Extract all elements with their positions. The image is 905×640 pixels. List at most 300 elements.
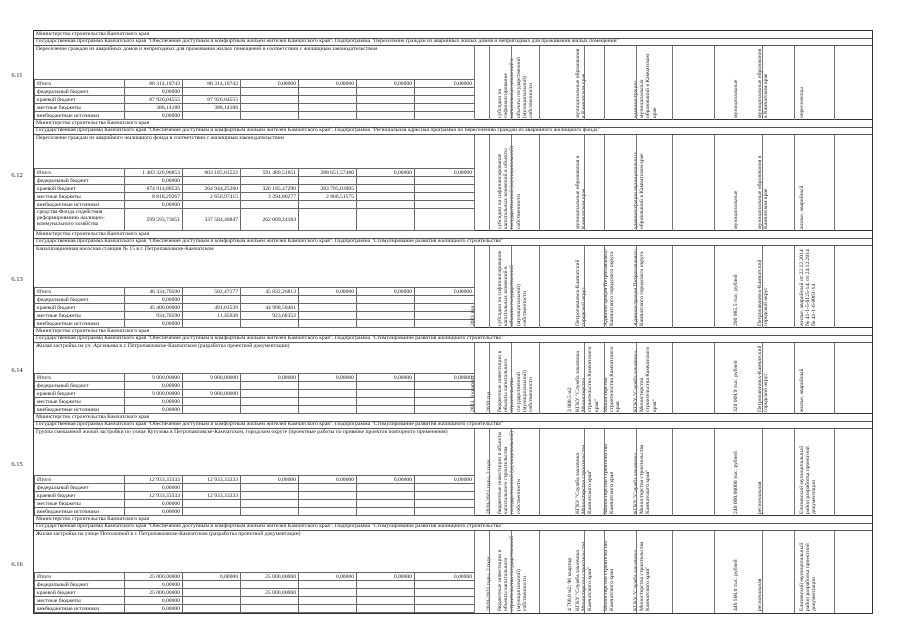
financing-row: [35, 169, 475, 177]
program-line: Государственная программа Камчатского края "Обеспечение доступным и комфортным жильем жителей Камчатского края". Подпрограмма "Стимулирование развития жилищного строительства": [34, 335, 872, 343]
amount-cell: 0,00000: [241, 80, 299, 88]
column-divider: [489, 246, 490, 328]
amount-cell: [415, 390, 475, 398]
amount-cell: [415, 597, 475, 605]
financing-row: [35, 112, 475, 120]
amount-cell: 0,00000: [125, 581, 183, 589]
amount-cell: [357, 484, 415, 492]
amount-cell: [357, 177, 415, 185]
financing-table: [34, 572, 475, 613]
source-label: краевой бюджет: [35, 96, 125, 104]
amount-cell: [299, 296, 357, 304]
amount-cell: [357, 605, 415, 613]
rotated-text: 2020 год: [486, 391, 492, 412]
financing-row: [35, 104, 475, 112]
amount-cell: 0,00000: [125, 382, 183, 390]
column-divider: [474, 343, 475, 414]
source-label: внебюджетные источники: [35, 201, 125, 209]
amount-cell: [299, 500, 357, 508]
amount-cell: [299, 304, 357, 312]
amount-cell: [357, 500, 415, 508]
amount-cell: [183, 508, 241, 516]
project-title: Канализационная насосная станция № 15 в г. Петропавловске-Камчатском: [36, 246, 214, 252]
rotated-text: Петропавловск-Камчатский городской округ: [757, 345, 770, 412]
amount-cell: [415, 605, 475, 613]
rotated-text: жилье, аварийный от 22.12.2014 № 41-1-5-0125-14; от 24.12.2014 № 41-1-6-0061-14: [799, 249, 818, 326]
amount-cell: [183, 484, 241, 492]
amount-cell: [415, 312, 475, 320]
financing-table: [34, 373, 475, 414]
rotated-text: 2020-2021 годы, 2 года: [486, 459, 492, 514]
amount-cell: [415, 484, 475, 492]
column-divider: [636, 135, 637, 231]
amount-cell: [357, 96, 415, 104]
amount-cell: [299, 112, 357, 120]
amount-cell: [415, 201, 475, 209]
amount-cell: [183, 605, 241, 613]
amount-cell: 0,00000: [299, 573, 357, 581]
column-divider: [539, 531, 540, 613]
program-line: Государственная программа Камчатского края "Обеспечение доступным и комфортным жильем жителей Камчатского края". Подпрограмма "Стимулирование развития жилищного строительства": [34, 421, 872, 429]
financing-row: [35, 500, 475, 508]
amount-cell: [357, 398, 415, 406]
column-divider: [714, 429, 715, 516]
column-divider: [672, 429, 673, 516]
rotated-text: субсидии на софинансирование капитальных вложений в объекты государственной (муниципальной) собственности: [497, 57, 535, 118]
amount-cell: [299, 104, 357, 112]
amount-cell: [357, 193, 415, 201]
amount-cell: [241, 201, 299, 209]
amount-cell: 44 908,58461: [241, 304, 299, 312]
rotated-text: Министерство строительства Камчатского края: [603, 444, 616, 514]
source-label: федеральный бюджет: [35, 88, 125, 96]
rotated-text: бюджетные инвестиции в объекты капитального строительства государственной (муниципальной) собственности: [497, 535, 528, 611]
column-divider: [474, 135, 475, 231]
column-divider: [636, 531, 637, 613]
column-divider: [604, 135, 605, 231]
column-divider: [584, 531, 585, 613]
rotated-text: 320 009,9 тыс. рублей: [733, 360, 739, 412]
column-divider: [584, 343, 585, 414]
financing-row: [35, 320, 475, 328]
amount-cell: [357, 104, 415, 112]
amount-cell: 491,01539: [183, 304, 241, 312]
amount-cell: [357, 312, 415, 320]
amount-cell: [183, 320, 241, 328]
program-line: Государственная программа Камчатского края "Обеспечение доступным и комфортным жильем жителей Камчатского края". Подпрограмма "Региональная адресная программа по переселению граждан из аварийного жилищного фонда": [34, 127, 872, 135]
amount-cell: 46 334,70590: [125, 288, 183, 296]
amount-cell: 874 914,88535: [125, 185, 183, 193]
amount-cell: 0,00000: [125, 398, 183, 406]
project-block: [11, 231, 872, 328]
amount-cell: 0,00000: [415, 573, 475, 581]
amount-cell: [415, 581, 475, 589]
rotated-text: Петропавловск-Камчатский городской округ: [757, 259, 770, 326]
amount-cell: 0,00000: [125, 112, 183, 120]
amount-cell: [299, 209, 357, 231]
source-label: местные бюджеты: [35, 193, 125, 201]
ministry-line: Министерство строительства Камчатского края: [34, 414, 872, 422]
source-label: краевой бюджет: [35, 589, 125, 597]
program-line: Государственная программа Камчатского края "Обеспечение доступным и комфортным жильем жителей Камчатского края". Подпрограмма "Стимулирование развития жилищного строительства": [34, 523, 872, 531]
amount-cell: 0,00000: [357, 288, 415, 296]
amount-cell: [357, 296, 415, 304]
project-title: Переселение граждан из аварийных домов и непригодных для проживания жилых помещений в соответствии с жилищным законодательством: [36, 46, 378, 52]
amount-cell: 25 000,00000: [241, 589, 299, 597]
financing-row: [35, 177, 475, 185]
rotated-text: 2020-2021 годы, 2 года: [486, 556, 492, 611]
rotated-text: 2023, 3 квартал: [470, 375, 476, 412]
source-label: краевой бюджет: [35, 492, 125, 500]
amount-cell: [183, 177, 241, 185]
column-divider: [762, 531, 763, 613]
column-divider: [762, 246, 763, 328]
amount-cell: 0,00000: [125, 201, 183, 209]
amount-cell: 934,70590: [125, 312, 183, 320]
amount-cell: [299, 390, 357, 398]
column-divider: [794, 343, 795, 414]
amount-cell: [357, 492, 415, 500]
amount-cell: [415, 589, 475, 597]
column-divider: [714, 246, 715, 328]
rotated-text: жилье, аварийный: [799, 368, 805, 412]
amount-cell: [299, 312, 357, 320]
financing-row: [35, 605, 475, 613]
amount-cell: 0,00000: [299, 288, 357, 296]
amount-cell: 599 593,73051: [125, 209, 183, 231]
amount-cell: [357, 185, 415, 193]
amount-cell: [183, 88, 241, 96]
amount-cell: [299, 581, 357, 589]
source-label: федеральный бюджет: [35, 296, 125, 304]
amount-cell: [357, 304, 415, 312]
financing-row: [35, 304, 475, 312]
financing-row: [35, 209, 475, 231]
rotated-text: жилье, аварийный: [799, 185, 805, 229]
source-label: краевой бюджет: [35, 390, 125, 398]
column-divider: [539, 429, 540, 516]
amount-cell: 0,00000: [357, 169, 415, 177]
amount-cell: [415, 508, 475, 516]
financing-row: [35, 508, 475, 516]
amount-cell: 25 000,00000: [125, 589, 183, 597]
amount-cell: 9 000,00000: [125, 390, 183, 398]
amount-cell: [241, 320, 299, 328]
financing-row: [35, 312, 475, 320]
amount-cell: [299, 96, 357, 104]
rotated-text: 4 760,8 м2; 96 квартир: [567, 557, 573, 611]
column-divider: [604, 246, 605, 328]
amount-cell: [415, 104, 475, 112]
project-title: Группа смешанной жилой застройки по улице Кутузова в Петропавловске-Камчатском, городском округе (проектные работы по привязке проектов повторного применения): [36, 429, 448, 435]
column-divider: [489, 531, 490, 613]
rotated-text: переселенцы: [799, 87, 805, 118]
amount-cell: 25 000,00000: [125, 573, 183, 581]
row-number: 6.13: [11, 275, 23, 283]
amount-cell: [241, 296, 299, 304]
amount-cell: [357, 201, 415, 209]
column-divider: [672, 46, 673, 120]
financing-row: [35, 573, 475, 581]
amount-cell: 0,00000: [357, 476, 415, 484]
row-number: 6.14: [11, 367, 23, 374]
amount-cell: [299, 177, 357, 185]
rotated-text: муниципальные: [733, 190, 739, 229]
rotated-text: КГКУ "Служба заказчика Министерства строительства Камчатского края": [633, 541, 652, 611]
amount-cell: 2 866,51575: [299, 193, 357, 201]
column-divider: [474, 246, 475, 328]
source-label: средства Фонда содействия реформированию жилищно-коммунального хозяйства: [35, 209, 125, 231]
amount-cell: [299, 406, 357, 414]
row-number: 6.15: [11, 461, 23, 468]
financing-row: [35, 288, 475, 296]
financing-row: [35, 581, 475, 589]
rotated-text: региональная: [757, 578, 763, 611]
rotated-text: 200 985,5 тыс. рублей: [733, 274, 739, 326]
amount-cell: [183, 382, 241, 390]
amount-cell: [241, 398, 299, 406]
amount-cell: [183, 201, 241, 209]
column-divider: [834, 46, 835, 120]
amount-cell: 0,00000: [125, 177, 183, 185]
amount-cell: 264 944,25260: [183, 185, 241, 193]
rotated-text: муниципальные образования в Камчатском крае: [575, 48, 588, 118]
column-divider: [762, 429, 763, 516]
amount-cell: 0,00000: [241, 476, 299, 484]
ministry-line: Министерство строительства Камчатского края: [34, 31, 872, 39]
column-divider: [584, 429, 585, 516]
column-divider: [511, 343, 512, 414]
amount-cell: 0,00000: [125, 508, 183, 516]
amount-cell: 9 000,00000: [183, 374, 241, 382]
column-divider: [794, 531, 795, 613]
financing-row: [35, 597, 475, 605]
amount-cell: [415, 304, 475, 312]
financing-row: [35, 406, 475, 414]
project-block: [11, 120, 872, 231]
rotated-text: КГКУ "Служба заказчика Министерства строительства Камчатского края": [575, 346, 600, 412]
financing-row: [35, 589, 475, 597]
amount-cell: [241, 96, 299, 104]
rotated-text: субсидии на софинансирование капитальных вложений в объекты государственной (муниципальной) собственности: [497, 146, 522, 229]
column-divider: [539, 343, 540, 414]
project-title: Жилая застройка на улице Потолочной в г. Петропавловске-Камчатском (разработка проектной документации): [36, 531, 301, 537]
source-label: Итого: [35, 374, 125, 382]
column-divider: [794, 246, 795, 328]
amount-cell: [299, 398, 357, 406]
rotated-text: Администрация Петропавловск-Камчатского городского округа: [633, 248, 646, 326]
amount-cell: [241, 104, 299, 112]
column-divider: [489, 46, 490, 120]
amount-cell: 0,00000: [183, 573, 241, 581]
financing-row: [35, 374, 475, 382]
column-divider: [672, 246, 673, 328]
rotated-text: Министерство строительства Камчатского края: [603, 346, 622, 412]
rotated-text: КГКУ "Служба заказчика Министерства строительства Камчатского края": [633, 346, 658, 412]
amount-cell: 12 933,33333: [125, 476, 183, 484]
financing-row: [35, 88, 475, 96]
rotated-text: муниципальные образования в Камчатском крае: [757, 48, 770, 118]
rotated-text: муниципальные образования в Камчатском крае: [757, 155, 770, 229]
source-label: внебюджетные источники: [35, 406, 125, 414]
program-line: Государственная программа Камчатского края "Обеспечение доступным и комфортным жильем жителей Камчатского края". Подпрограмма "Переселение граждан из аварийных жилых домов и непригодных для проживания жилых помещений": [34, 38, 872, 46]
rotated-text: 240 000,00000 тыс. рублей: [733, 451, 739, 514]
amount-cell: [357, 88, 415, 96]
rotated-text: Администрация Петропавловск-Камчатского городского округа: [603, 248, 616, 326]
source-label: краевой бюджет: [35, 185, 125, 193]
amount-cell: [415, 398, 475, 406]
amount-cell: 25 000,00000: [241, 573, 299, 581]
project-block: [11, 414, 872, 516]
amount-cell: [241, 508, 299, 516]
column-divider: [511, 246, 512, 328]
rotated-text: бюджетные инвестиции в объекты капитального строительства государственной (муниципальной) собственности: [497, 431, 522, 514]
amount-cell: [415, 406, 475, 414]
amount-cell: 12 933,33333: [183, 492, 241, 500]
amount-cell: [415, 500, 475, 508]
source-label: Итого: [35, 80, 125, 88]
amount-cell: 502,47177: [183, 288, 241, 296]
rotated-text: Министерство строительства Камчатского края: [603, 541, 616, 611]
amount-cell: 45 400,00000: [125, 304, 183, 312]
amount-cell: [299, 201, 357, 209]
amount-cell: [415, 185, 475, 193]
amount-cell: 3 294,80277: [241, 193, 299, 201]
amount-cell: [299, 508, 357, 516]
amount-cell: 0,00000: [415, 288, 475, 296]
amount-cell: 0,00000: [299, 80, 357, 88]
amount-cell: [241, 406, 299, 414]
amount-cell: 0,00000: [125, 605, 183, 613]
amount-cell: 45 832,26813: [241, 288, 299, 296]
amount-cell: [357, 390, 415, 398]
financing-row: [35, 80, 475, 88]
column-divider: [762, 343, 763, 414]
amount-cell: [415, 209, 475, 231]
column-divider: [539, 135, 540, 231]
column-divider: [511, 46, 512, 120]
source-label: внебюджетные источники: [35, 605, 125, 613]
rotated-text: субсидии на софинансирование капитальных вложений в объекты государственной (муниципальной) собственности: [497, 250, 528, 326]
amount-cell: 88 314,18743: [183, 80, 241, 88]
project-block: [11, 328, 872, 414]
rotated-text: 2021 год: [470, 305, 476, 326]
source-label: Итого: [35, 288, 125, 296]
amount-cell: 87 926,04555: [125, 96, 183, 104]
source-label: федеральный бюджет: [35, 382, 125, 390]
amount-cell: [357, 597, 415, 605]
rotated-text: КГКУ "Служба заказчика Министерства строительства Камчатского края": [633, 444, 652, 514]
amount-cell: [299, 320, 357, 328]
amount-cell: 0,00000: [125, 500, 183, 508]
financing-row: [35, 398, 475, 406]
column-divider: [762, 135, 763, 231]
source-label: местные бюджеты: [35, 597, 125, 605]
rotated-text: Елизовский муниципальный район разработка проектной документации: [799, 445, 818, 514]
column-divider: [714, 531, 715, 613]
column-divider: [539, 46, 540, 120]
amount-cell: 2 656,97415: [183, 193, 241, 201]
amount-cell: 88 314,18743: [125, 80, 183, 88]
financing-row: [35, 96, 475, 104]
amount-cell: [241, 88, 299, 96]
amount-cell: 1 483 326,90853: [125, 169, 183, 177]
amount-cell: 388,14188: [125, 104, 183, 112]
financing-row: [35, 484, 475, 492]
amount-cell: [183, 500, 241, 508]
amount-cell: [241, 581, 299, 589]
amount-cell: [415, 112, 475, 120]
rotated-text: КГКУ "Служба заказчика Министерства строительства Камчатского края": [575, 444, 594, 514]
amount-cell: 0,00000: [125, 484, 183, 492]
amount-cell: [241, 177, 299, 185]
amount-cell: [415, 193, 475, 201]
amount-cell: 262 009,24184: [241, 209, 299, 231]
column-divider: [604, 343, 605, 414]
column-divider: [714, 46, 715, 120]
row-number: 6.11: [11, 71, 23, 79]
source-label: местные бюджеты: [35, 500, 125, 508]
financing-row: [35, 296, 475, 304]
source-label: внебюджетные источники: [35, 508, 125, 516]
column-divider: [834, 429, 835, 516]
rotated-text: 446 500,0 тыс. рублей: [733, 559, 739, 611]
amount-cell: 326 185,47290: [241, 185, 299, 193]
amount-cell: [299, 597, 357, 605]
column-divider: [794, 46, 795, 120]
amount-cell: [183, 406, 241, 414]
source-label: Итого: [35, 476, 125, 484]
financing-row: [35, 382, 475, 390]
rotated-text: КГКУ "Служба заказчика Министерства строительства Камчатского края": [575, 541, 594, 611]
column-divider: [604, 531, 605, 613]
column-divider: [584, 135, 585, 231]
column-divider: [511, 531, 512, 613]
amount-cell: 12 933,33333: [125, 492, 183, 500]
amount-cell: [241, 484, 299, 492]
amount-cell: [357, 581, 415, 589]
source-label: местные бюджеты: [35, 398, 125, 406]
program-line: Государственная программа Камчатского края "Обеспечение доступным и комфортным жильем жителей Камчатского края". Подпрограмма "Стимулирование развития жилищного строительства": [34, 238, 872, 246]
amount-cell: 12 933,33333: [183, 476, 241, 484]
amount-cell: 87 926,04555: [183, 96, 241, 104]
rotated-text: администрации муниципальных образований в Камчатском крае: [633, 151, 646, 229]
source-label: внебюджетные источники: [35, 112, 125, 120]
column-divider: [636, 46, 637, 120]
row-number: 6.12: [11, 171, 23, 179]
amount-cell: [241, 597, 299, 605]
column-divider: [489, 135, 490, 231]
amount-cell: [299, 492, 357, 500]
source-label: федеральный бюджет: [35, 177, 125, 185]
financing-row: [35, 193, 475, 201]
ministry-line: Министерство строительства Камчатского края: [34, 516, 872, 524]
financing-row: [35, 185, 475, 193]
column-divider: [762, 46, 763, 120]
amount-cell: 288 651,57480: [299, 169, 357, 177]
amount-cell: 0,00000: [125, 88, 183, 96]
column-divider: [834, 246, 835, 328]
amount-cell: [357, 112, 415, 120]
source-label: местные бюджеты: [35, 312, 125, 320]
amount-cell: 0,00000: [357, 374, 415, 382]
column-divider: [714, 343, 715, 414]
amount-cell: 9 000,00000: [183, 390, 241, 398]
ministry-line: Министерство строительства Камчатского края: [34, 120, 872, 128]
amount-cell: [299, 382, 357, 390]
budget-table: [11, 30, 873, 614]
amount-cell: 0,00000: [125, 296, 183, 304]
